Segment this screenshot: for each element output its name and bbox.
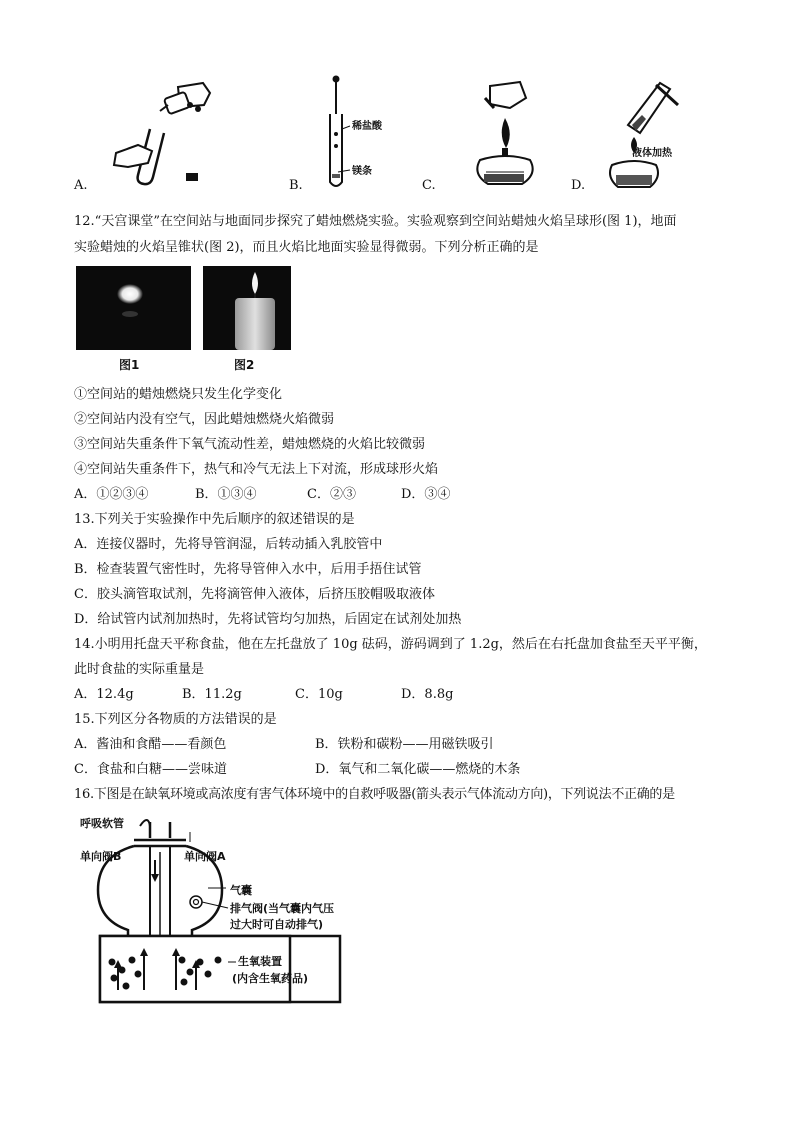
fig2-caption: 图2 [234, 358, 255, 372]
oxygen-device-label-2: (内含生氧药品) [232, 972, 309, 985]
heating-label: 液体加热 [632, 148, 672, 159]
q11-option-b[interactable]: B. [289, 178, 303, 193]
q13-option-b[interactable]: B．检查装置气密性时，先将导管伸入水中，后用手捂住试管 [74, 562, 422, 577]
q12-option-c[interactable]: C．②③ [307, 487, 356, 502]
q13-option-a[interactable]: A．连接仪器时，先将导管润湿，后转动插入乳胶管中 [74, 537, 383, 552]
valve-b-label: 单向阀B [80, 850, 122, 863]
q12-statement-1: ①空间站的蜡烛燃烧只发生化学变化 [74, 387, 283, 402]
q13-option-c[interactable]: C．胶头滴管取试剂，先将滴管伸入液体，后挤压胶帽吸取液体 [74, 587, 435, 602]
q12-option-a[interactable]: A．①②③④ [74, 487, 149, 502]
q12-statement-3: ③空间站失重条件下氧气流动性差，蜡烛燃烧的火焰比较微弱 [74, 437, 426, 452]
q15-option-c[interactable]: C．食盐和白糖——尝味道 [74, 762, 227, 777]
alcohol-lamp-figure [450, 78, 550, 193]
q14-stem-line2: 此时食盐的实际重量是 [74, 662, 205, 677]
q11-option-a[interactable]: A. [74, 178, 88, 193]
hcl-label: 稀盐酸 [352, 121, 382, 132]
q14-option-b[interactable]: B．11.2g [182, 687, 242, 702]
q11-option-c[interactable]: C. [422, 178, 436, 193]
oxygen-device-label-1: 生氧装置 [238, 955, 282, 968]
fig2-conical-flame [203, 266, 291, 350]
q12-option-d[interactable]: D．③④ [401, 487, 451, 502]
q15-stem: 15.下列区分各物质的方法错误的是 [74, 712, 277, 727]
q13-stem: 13.下列关于实验操作中先后顺序的叙述错误的是 [74, 512, 355, 527]
q12-stem-line2: 实验蜡烛的火焰呈锥状(图 2)，而且火焰比地面实验显得微弱。下列分析正确的是 [74, 240, 539, 255]
air-bag-label: 气囊 [230, 884, 252, 897]
q14-option-a[interactable]: A．12.4g [74, 687, 134, 702]
fig1-spherical-flame [76, 266, 191, 350]
q13-option-d[interactable]: D．给试管内试剂加热时，先将试管均匀加热，后固定在试剂处加热 [74, 612, 462, 627]
q14-option-c[interactable]: C．10g [295, 687, 343, 702]
q12-statement-4: ④空间站失重条件下，热气和冷气无法上下对流，形成球形火焰 [74, 462, 439, 477]
q14-option-d[interactable]: D．8.8g [401, 687, 454, 702]
q12-stem-line1: 12.“天宫课堂”在空间站与地面同步探究了蜡烛燃烧实验。实验观察到空间站蜡烛火焰呈球形(图 1)，地面 [74, 214, 677, 229]
q15-option-a[interactable]: A．酱油和食醋——看颜色 [74, 737, 227, 752]
q16-stem: 16.下图是在缺氧环境或高浓度有害气体环境中的自救呼吸器(箭头表示气体流动方向)，下列说法不正确的是 [74, 787, 675, 802]
hose-label: 呼吸软管 [80, 817, 124, 830]
exhaust-valve-label-1: 排气阀(当气囊内气压 [230, 902, 335, 915]
heating-liquid-figure [598, 75, 688, 195]
magnesium-label: 镁条 [352, 166, 372, 177]
valve-a-label: 单向阀A [184, 850, 226, 863]
exhaust-valve-label-2: 过大时可自动排气) [230, 918, 324, 931]
fig1-caption: 图1 [119, 358, 140, 372]
q12-option-b[interactable]: B．①③④ [195, 487, 257, 502]
q15-option-d[interactable]: D．氧气和二氧化碳——燃烧的木条 [315, 762, 521, 777]
q15-option-b[interactable]: B．铁粉和碳粉——用磁铁吸引 [315, 737, 494, 752]
q14-stem-line1: 14.小明用托盘天平称食盐，他在左托盘放了 10g 砝码，游码调到了 1.2g，然后在右托盘加食盐至天平平衡， [74, 637, 707, 652]
pouring-liquid-figure [108, 75, 218, 190]
q12-statement-2: ②空间站内没有空气，因此蜡烛燃烧火焰微弱 [74, 412, 335, 427]
q11-option-d[interactable]: D. [571, 178, 586, 193]
